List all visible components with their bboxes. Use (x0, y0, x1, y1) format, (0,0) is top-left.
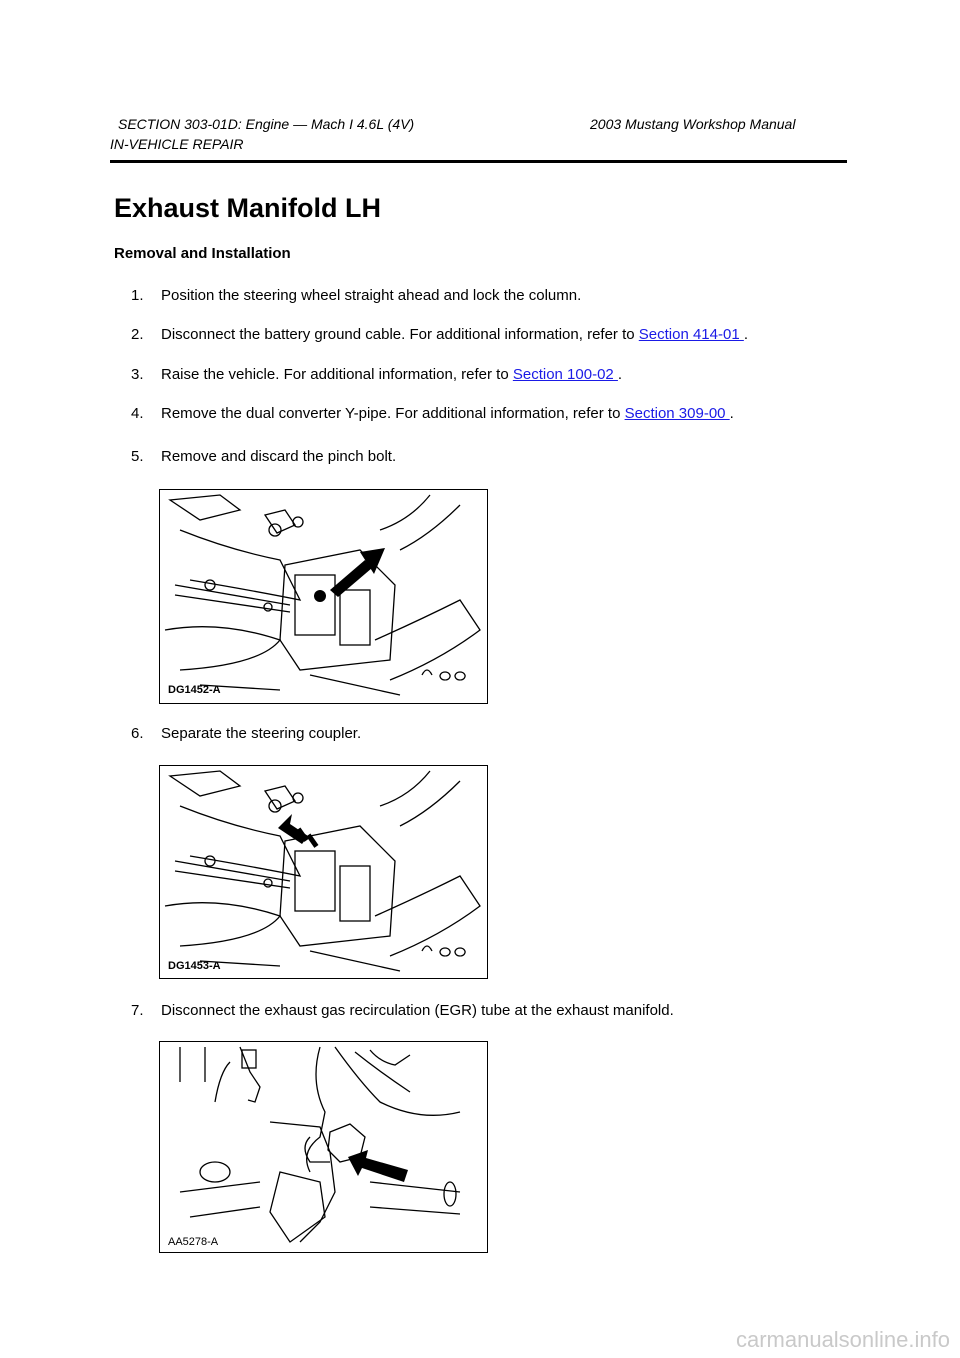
header-section-title: SECTION 303-01D: Engine — Mach I 4.6L (4V) (118, 116, 415, 132)
step-text: Position the steering wheel straight ahead and lock the column. (161, 287, 582, 304)
figure-egr-tube (159, 1041, 488, 1253)
section-414-01-link[interactable]: Section 414-01 (638, 326, 744, 343)
step-text-end: . (617, 366, 623, 383)
header-manual-title: 2003 Mustang Workshop Manual (590, 116, 796, 132)
figure-steering-coupler (159, 765, 488, 979)
figure-pinch-bolt (159, 489, 488, 704)
step-text-end: . (729, 405, 734, 422)
header-subsection: IN-VEHICLE REPAIR (110, 136, 244, 152)
step-text: Remove and discard the pinch bolt. (161, 448, 397, 465)
step-7 (131, 1002, 674, 1019)
section-100-02-link[interactable]: Section 100-02 (512, 366, 618, 383)
step-4 (131, 405, 734, 422)
procedure-subheading: Removal and Installation (114, 245, 291, 262)
steering-coupler-illustration (160, 766, 487, 978)
step-number: 7. (131, 1002, 144, 1019)
step-number: 6. (131, 725, 144, 742)
step-text: Remove the dual converter Y-pipe. For additional information, refer to (161, 405, 625, 422)
step-text-end: . (743, 326, 749, 343)
page-title: Exhaust Manifold LH (114, 193, 382, 223)
step-text: Raise the vehicle. For additional information, refer to (161, 366, 513, 383)
egr-tube-illustration (160, 1042, 487, 1252)
section-309-00-link[interactable]: Section 309-00 (624, 405, 730, 422)
header-divider (110, 160, 847, 163)
step-2 (131, 326, 748, 343)
step-6 (131, 725, 361, 742)
step-text: Disconnect the exhaust gas recirculation (EGR) tube at the exhaust manifold. (161, 1002, 674, 1019)
step-number: 3. (131, 366, 144, 383)
step-number: 4. (131, 405, 144, 422)
step-number: 1. (131, 287, 144, 304)
figure-label: AA5278-A (168, 1236, 219, 1248)
step-5 (131, 448, 396, 465)
figure-label: DG1452-A (168, 684, 221, 696)
figure-label: DG1453-A (168, 960, 221, 972)
pinch-bolt-illustration (160, 490, 487, 703)
step-number: 2. (131, 326, 144, 343)
step-number: 5. (131, 448, 144, 465)
step-1 (131, 287, 581, 304)
step-text: Separate the steering coupler. (161, 725, 362, 742)
step-3 (131, 366, 622, 383)
watermark-footer: carmanualsonline.info (735, 1327, 950, 1352)
step-text: Disconnect the battery ground cable. For additional information, refer to (161, 326, 639, 343)
